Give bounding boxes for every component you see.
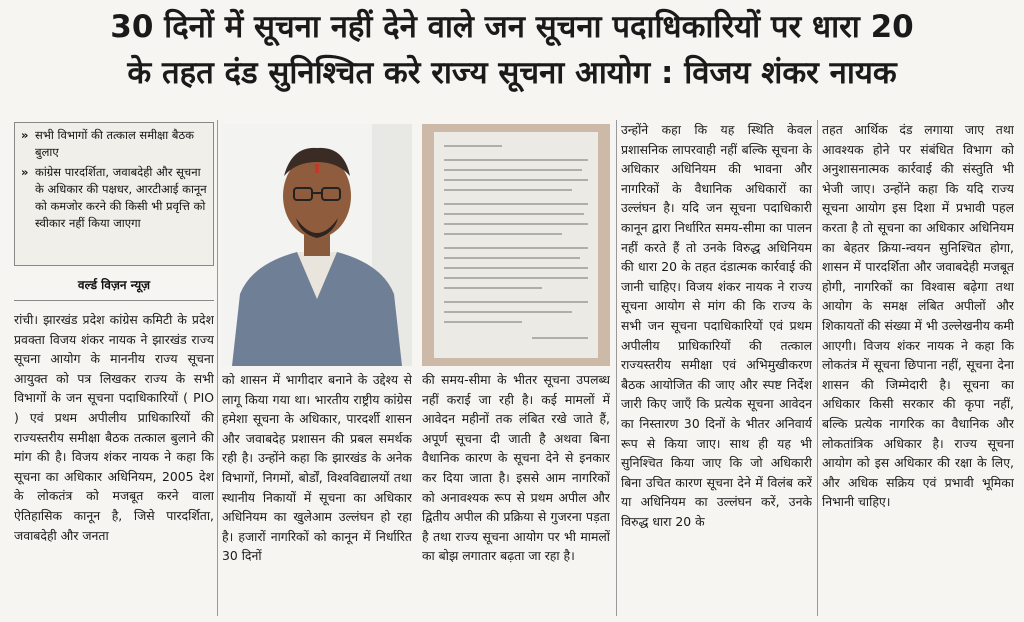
highlight-item [21, 164, 207, 232]
column-text: तहत आर्थिक दंड लगाया जाए तथा आवश्यक होने पर संबंधित विभाग को अनुशासनात्मक कार्रवाई की संस्तुति भी भेजी जाए। उन्होंने कहा कि यदि राज्य सूचना आयोग इस दिशा में प्रभावी पहल करता है तो सूचना का अधिकार अधिनियम का बेहतर क्रिया-न्वयन सुनिश्चित होगा, शासन में पारदर्शिता और जवाबदेही मजबूत होगी, नागरिकों का विश्वास बढ़ेगा तथा आयोग के समक्ष लंबित अपीलों और शिकायतों की संख्या में भी उल्लेखनीय कमी आएगी। विजय शंकर नायक ने कहा कि लोकतंत्र में सूचना छिपाना नहीं, सूचना देना शासन की जिम्मेदारी है। सूचना का अधिकार किसी सरकार की कृपा नहीं, बल्कि प्रत्येक नागरिक का वैधानिक और लोकतांत्रिक अधिकार है। राज्य सूचना आयोग को इस अधिकार की रक्षा के लिए, और अधिक सक्रिय एवं प्रभावी भूमिका निभानी चाहिए। [822, 122, 1014, 510]
letter-photo [422, 124, 610, 366]
byline: वर्ल्ड विज़न न्यूज़ [14, 270, 214, 301]
headline-line-1: 30 दिनों में सूचना नहीं देने वाले जन सूचना पदाधिकारियों पर धारा 20 [110, 9, 914, 45]
column-text: उन्होंने कहा कि यह स्थिति केवल प्रशासनिक लापरवाही नहीं बल्कि सूचना के अधिकार अधिनियम की भावना और नागरिकों के वैधानिक अधिकारों का उल्लंघन है। यदि जन सूचना पदाधिकारी कानून द्वारा निर्धारित समय-सीमा का पालन नहीं करते हैं तो उनके विरुद्ध अधिनियम की धारा 20 के तहत दंडात्मक कार्रवाई की जानी चाहिए। विजय शंकर नायक ने राज्य सूचना आयोग से मांग की कि राज्य के सभी जन सूचना पदाधिकारियों एवं प्रथम अपीलीय प्राधिकारियों की तत्काल राज्यस्तरीय समीक्षा एवं अभिमुखीकरण बैठक आयोजित की जाए और स्पष्ट निर्देश जारी किए जाएँ कि प्रत्येक सूचना आवेदन का निस्तारण 30 दिनों के भीतर अनिवार्य रूप से किया जाए। साथ ही यह भी सुनिश्चित किया जाए कि जो अधिकारी बिना उचित कारण सूचना देने में विलंब करें या अधिनियम का उल्लंघन करें, उनके विरुद्ध धारा 20 के [621, 122, 812, 529]
person-photo [222, 124, 412, 366]
chevron-right-icon: » [21, 128, 29, 142]
column-divider [616, 120, 617, 616]
article-column-4 [621, 120, 812, 616]
column-divider [817, 120, 818, 616]
article-column-2 [222, 370, 412, 616]
article-column-1 [14, 310, 214, 616]
highlight-text: कांग्रेस पारदर्शिता, जवाबदेही और सूचना के अधिकार की पक्षधर, आरटीआई कानून को कमजोर करने की किसी भी प्रवृत्ति को स्वीकार नहीं किया जाएगा [35, 165, 207, 230]
column-text: रांची। झारखंड प्रदेश कांग्रेस कमिटी के प्रदेश प्रवक्ता विजय शंकर नायक ने झारखंड राज्य सूचना आयोग के माननीय राज्य सूचना आयुक्त को पत्र लिखकर राज्य के सभी विभागों के जन सूचना पदाधिकारियों ( PIO ) एवं प्रथम अपीलीय प्राधिकारियों की राज्यस्तरीय समीक्षा बैठक तत्काल बुलाने की मांग की है। विजय शंकर नायक ने कहा कि सूचना का अधिकार अधिनियम, 2005 देश के लोकतंत्र को मजबूत करने वाला ऐतिहासिक कानून है, जिसे पारदर्शिता, जवाबदेही और जनता [14, 312, 214, 543]
highlight-item [21, 127, 207, 161]
headline-line-2: के तहत दंड सुनिश्चित करे राज्य सूचना आयोग : विजय शंकर नायक [127, 55, 897, 91]
column-divider [217, 120, 218, 616]
highlight-text: सभी विभागों की तत्काल समीक्षा बैठक बुलाए [35, 128, 195, 159]
column-text: को शासन में भागीदार बनाने के उद्देश्य से लागू किया गया था। भारतीय राष्ट्रीय कांग्रेस हमेशा सूचना के अधिकार, पारदर्शी शासन और जवाबदेह प्रशासन की प्रबल समर्थक रही है। उन्होंने कहा कि झारखंड के अनेक विभागों, निगमों, बोर्डों, विश्वविद्यालयों तथा स्थानीय निकायों में सूचना का अधिकार अधिनियम का खुलेआम उल्लंघन हो रहा है। हजारों नागरिकों को कानून में निर्धारित 30 दिनों [222, 372, 412, 564]
headline [6, 4, 1018, 116]
column-text: की समय-सीमा के भीतर सूचना उपलब्ध नहीं कराई जा रही है। कई मामलों में आवेदन महीनों तक लंबित रखे जाते हैं, अपूर्ण सूचना दी जाती है अथवा बिना वैधानिक कारण के सूचना देने से इनकार कर दिया जाता है। इससे आम नागरिकों को अनावश्यक रूप से प्रथम अपील और द्वितीय अपील की प्रक्रिया से गुजरना पड़ता है तथा राज्य सूचना आयोग पर भी मामलों का बोझ लगातार बढ़ता जा रहा है। [422, 372, 610, 564]
person-illustration [222, 124, 412, 366]
article-column-5 [822, 120, 1014, 616]
highlights-box [14, 122, 214, 266]
chevron-right-icon: » [21, 165, 29, 179]
article-column-3 [422, 370, 610, 616]
letter-illustration [422, 124, 610, 366]
